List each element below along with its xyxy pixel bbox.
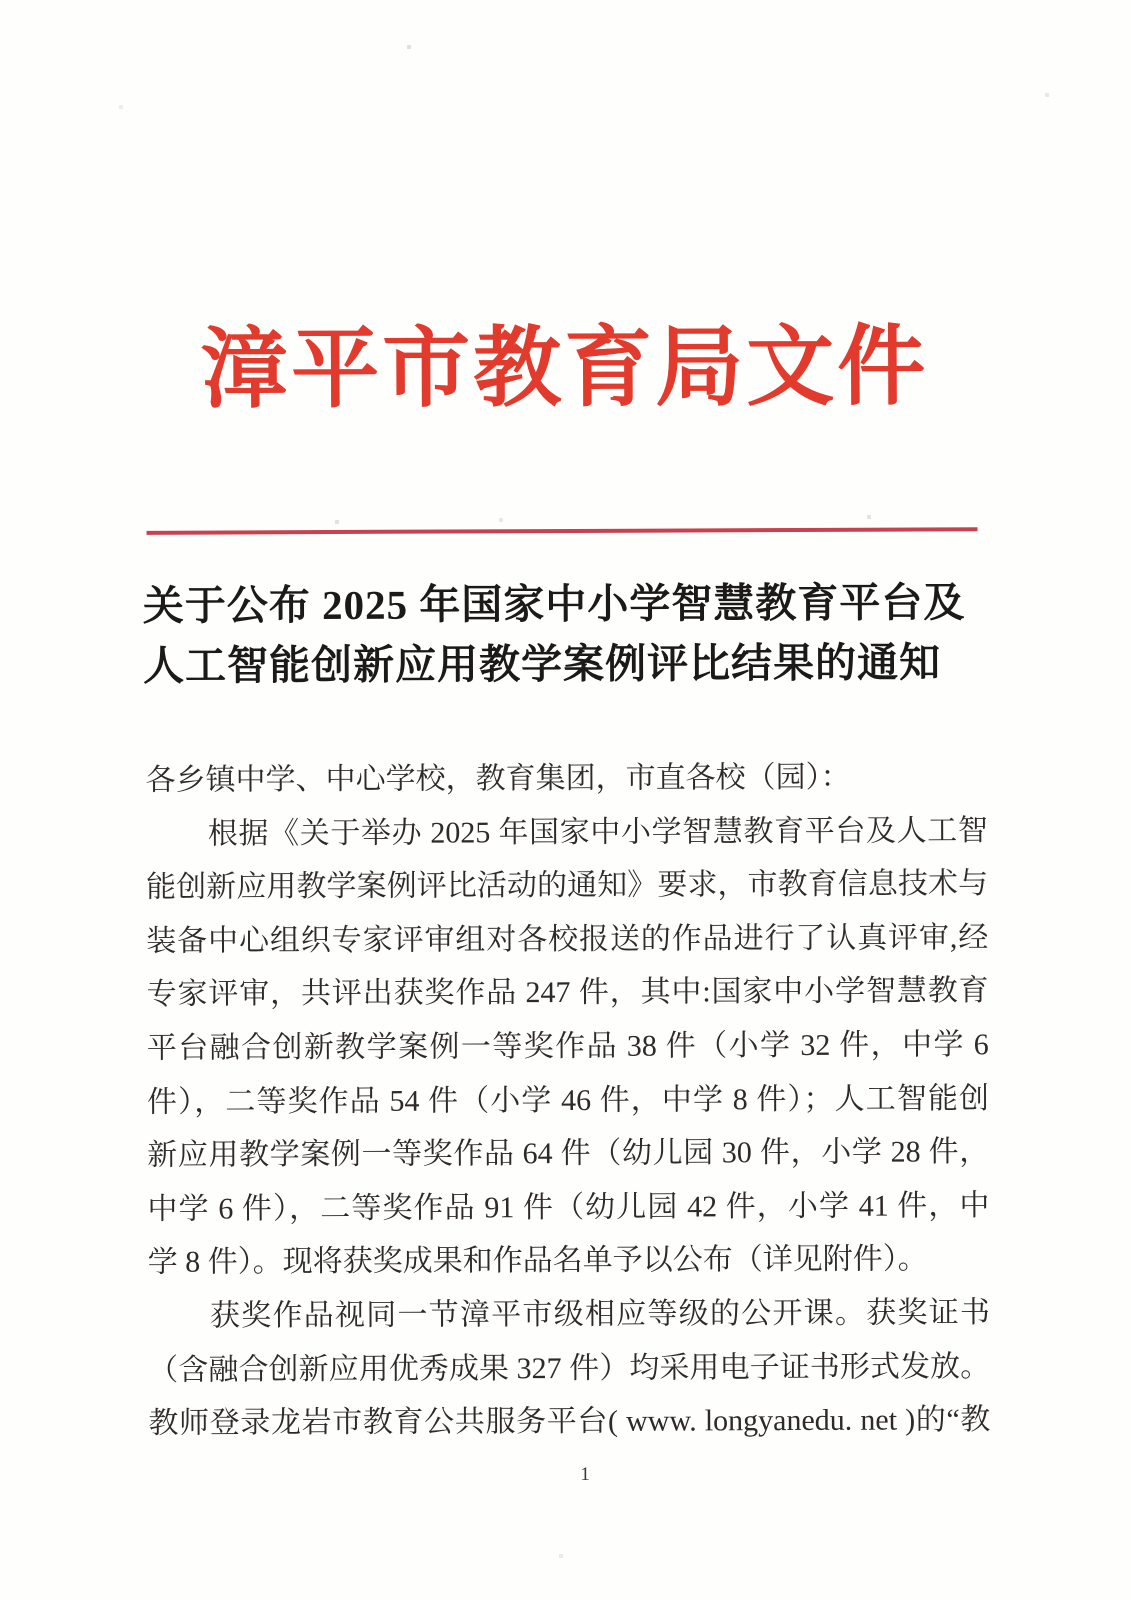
body-line-11: 获奖作品视同一节漳平市级相应等级的公开课。获奖证书: [209, 1296, 991, 1333]
body-line-12: （含融合创新应用优秀成果 327 件）均采用电子证书形式发放。: [148, 1349, 991, 1387]
document-title: [143, 572, 992, 696]
red-masthead-title: 漳平市教育局文件: [200, 319, 929, 420]
red-divider-line: [147, 527, 978, 535]
body-line-7: 件），二等奖作品 54 件（小学 46 件，中学 8 件）；人工智能创: [146, 1081, 990, 1119]
body-line-5: 专家评审，共评出获奖作品 247 件，其中:国家中小学智慧教育: [146, 974, 989, 1012]
body-line-9: 中学 6 件），二等奖作品 91 件（幼儿园 42 件，小学 41 件，中: [147, 1188, 990, 1226]
body-line-10: 学 8 件）。现将获奖成果和作品名单予以公布（详见附件）。: [147, 1242, 928, 1280]
body-line-6: 平台融合创新教学案例一等奖作品 38 件（小学 32 件，中学 6: [146, 1028, 989, 1065]
document-title-line-2: 人工智能创新应用教学案例评比结果的通知: [143, 639, 942, 689]
salutation-line: 各乡镇中学、中心学校，教育集团，市直各校（园）：: [145, 760, 851, 797]
body-line-2: 根据《关于举办 2025 年国家中小学智慧教育平台及人工智: [207, 813, 988, 851]
body-line-13: 教师登录龙岩市教育公共服务平台( www. longyanedu. net )的“教: [148, 1403, 991, 1440]
document-title-line-1: 关于公布 2025 年国家中小学智慧教育平台及: [142, 579, 966, 629]
document-body: [145, 750, 990, 1450]
body-line-4: 装备中心组织专家评审组对各校报送的作品进行了认真评审,经: [146, 920, 989, 958]
body-line-3: 能创新应用教学案例评比活动的通知》要求，市教育信息技术与: [146, 867, 989, 905]
page-number: 1: [580, 1463, 590, 1485]
body-line-8: 新应用教学案例一等奖作品 64 件（幼儿园 30 件，小学 28 件，: [147, 1135, 990, 1172]
